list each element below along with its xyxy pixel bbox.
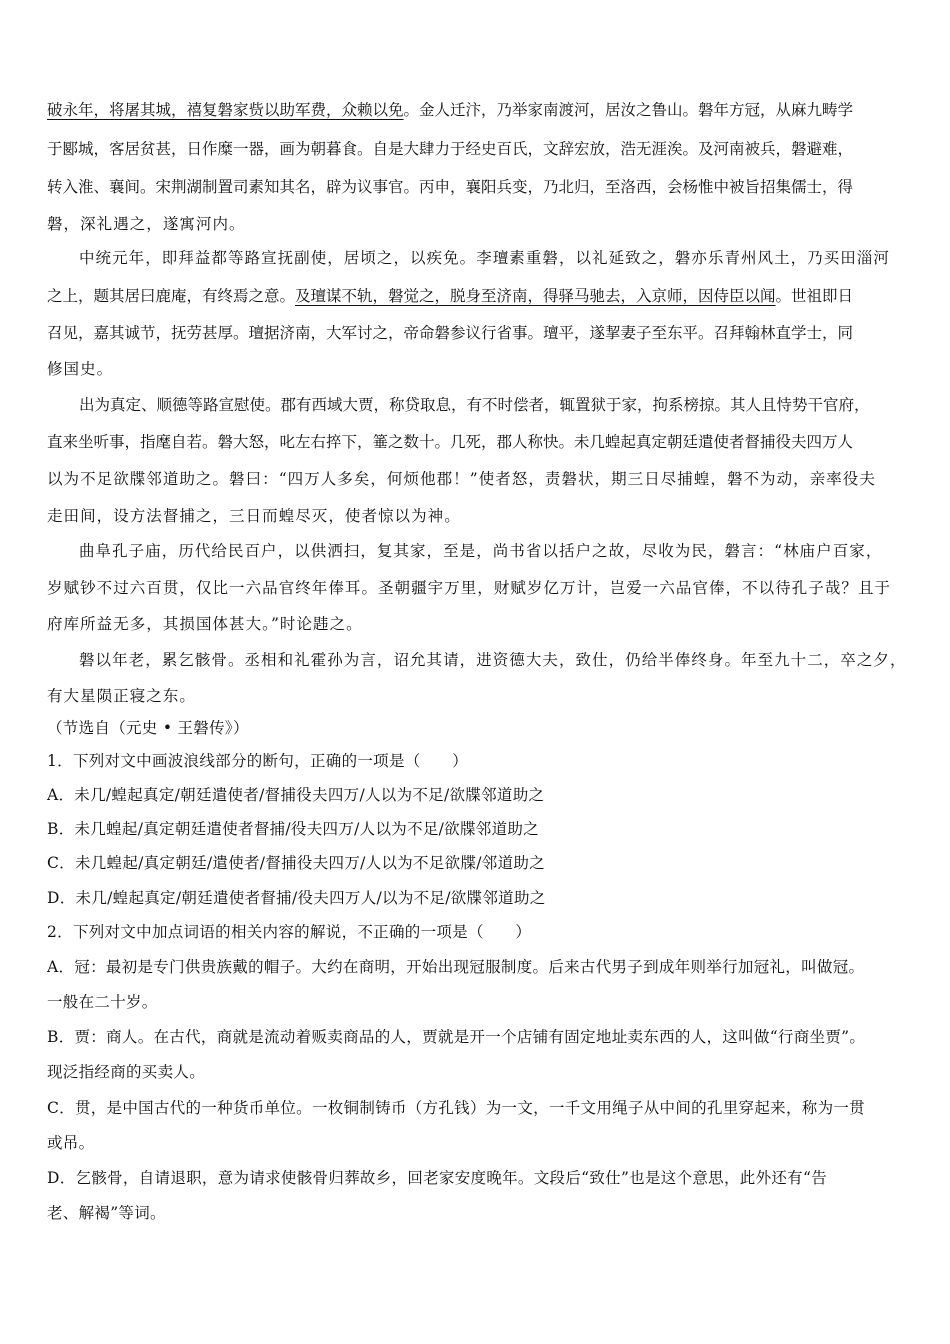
question-2-option-c[interactable]: C．贯，是中国古代的一种货币单位。一枚铜制铸币（方孔钱）为一文，一千文用绳子从中间的孔里穿起来，称为一贯 xyxy=(47,1099,865,1117)
passage-line: 曲阜孔子庙，历代给民百户，以供洒扫，复其家，至是，尚书省以括户之故，尽收为民，磐言：“林庙户百家， xyxy=(79,542,883,560)
passage-text: 。金人迁汴，乃举家南渡河，居汝之鲁山。磐年方冠，从麻九畴学 xyxy=(403,101,854,119)
passage-text: 。世祖即日 xyxy=(775,287,854,305)
passage-line: 中统元年，即拜益都等路宣抚副使，居顷之，以疾免。李璮素重磐，以礼延致之，磐亦乐青州风土，乃买田淄河 xyxy=(79,249,890,267)
passage-text: 之上，题其居曰鹿庵，有终焉之意。 xyxy=(47,287,296,305)
question-1-option-c[interactable]: C．未几蝗起/真定朝廷/遣使者/督捕役夫四万/人以为不足欲牒/邻道助之 xyxy=(47,854,545,872)
wavy-underlined-text: 及璮谋不轨，磐觉之，脱身至济南，得驿马驰去，入京师，因侍臣以闻 xyxy=(295,287,776,305)
passage-line: 直来坐听事，指麾自若。磐大怒，叱左右捽下，箠之数十。几死，郡人称快。未几蝗起真定朝廷遣使者督捕役夫四万人 xyxy=(47,433,854,451)
passage-line xyxy=(47,98,907,122)
passage-line: 以为不足欲牒邻道助之。磐曰：“四万人多矣，何烦他郡！”使者怒，责磐状，期三日尽捕蝗，磐不为动，亲率役夫 xyxy=(47,470,876,488)
passage-line: 磐，深礼遇之，遂寓河内。 xyxy=(47,215,246,233)
question-2-option-d[interactable]: D．乞骸骨，自请退职，意为请求使骸骨归葬故乡，回老家安度晚年。文段后“致仕”也是这个意思，此外还有“告 xyxy=(47,1169,828,1187)
question-2-option-c-cont: 或吊。 xyxy=(47,1134,95,1152)
question-2-option-d-cont: 老、解褐”等词。 xyxy=(47,1204,166,1222)
question-2-option-b[interactable]: B．贾：商人。在古代，商就是流动着贩卖商品的人，贾就是开一个店铺有固定地址卖东西的人，这叫做“行商坐贾”。 xyxy=(47,1028,866,1046)
passage-line: 出为真定、顺德等路宣慰使。郡有西域大贾，称贷取息，有不时偿者，辄置狱于家，拘系榜掠。其人且恃势干官府， xyxy=(79,396,870,414)
passage-line: 于郾城，客居贫甚，日作糜一器，画为朝暮食。自是大肆力于经史百氏，文辞宏放，浩无涯涘。及河南被兵，磐避难， xyxy=(47,140,854,158)
question-2-stem: 2．下列对文中加点词语的相关内容的解说，不正确的一项是（ ） xyxy=(47,923,532,941)
question-1-option-d[interactable]: D．未几/蝗起真定/朝廷遣使者督捕/役夫四万人/以为不足/欲牒邻道助之 xyxy=(47,889,546,907)
question-2-option-a-cont: 一般在二十岁。 xyxy=(47,993,158,1011)
question-1-option-b[interactable]: B．未几蝗起/真定朝廷遣使者督捕/役夫四万/人以为不足/欲牒邻道助之 xyxy=(47,820,539,838)
passage-line: 走田间，设方法督捕之，三日而蝗尽灭，使者惊以为神。 xyxy=(47,507,461,525)
wavy-underlined-text: 破永年，将屠其城，禧复磐家赀以助军费，众赖以免 xyxy=(47,101,404,119)
passage-line: 府库所益无多，其损国体甚大。”时论韪之。 xyxy=(47,615,363,633)
question-2-option-b-cont: 现泛指经商的买卖人。 xyxy=(47,1063,206,1081)
passage-line: 修国史。 xyxy=(47,360,114,378)
question-1-option-a[interactable]: A．未几/蝗起真定/朝廷遣使者/督捕役夫四万/人以为不足/欲牒邻道助之 xyxy=(47,786,545,804)
source-citation: （节选自（元史 • 王磐传》） xyxy=(47,719,249,737)
passage-line: 磐以年老，累乞骸骨。丞相和礼霍孙为言，诏允其请，进资德大夫，致仕，仍给半俸终身。年至九十二，卒之夕， xyxy=(79,651,907,669)
passage-line: 岁赋钞不过六百贯，仅比一六品官终年俸耳。圣朝疆宇万里，财赋岁亿万计，岂爱一六品官俸，不以待孔子哉？且于 xyxy=(47,579,892,597)
question-1-stem: 1．下列对文中画波浪线部分的断句，正确的一项是（ ） xyxy=(47,752,468,770)
question-2-option-a[interactable]: A．冠：最初是专门供贵族戴的帽子。大约在商明，开始出现冠服制度。后来古代男子到成年则举行加冠礼，叫做冠。 xyxy=(47,958,865,976)
passage-line: 转入淮、襄间。宋荆湖制置司素知其名，辟为议事官。丙申，襄阳兵变，乃北归，至洛西，会杨惟中被旨招集儒士，得 xyxy=(47,178,854,196)
passage-line xyxy=(47,284,907,308)
passage-line: 召见，嘉其诚节，抚劳甚厚。璮据济南，大军讨之，帝命磐参议行省事。璮平，遂挈妻子至东平。召拜翰林直学士，同 xyxy=(47,324,854,342)
passage-line: 有大星陨正寝之东。 xyxy=(47,687,196,705)
